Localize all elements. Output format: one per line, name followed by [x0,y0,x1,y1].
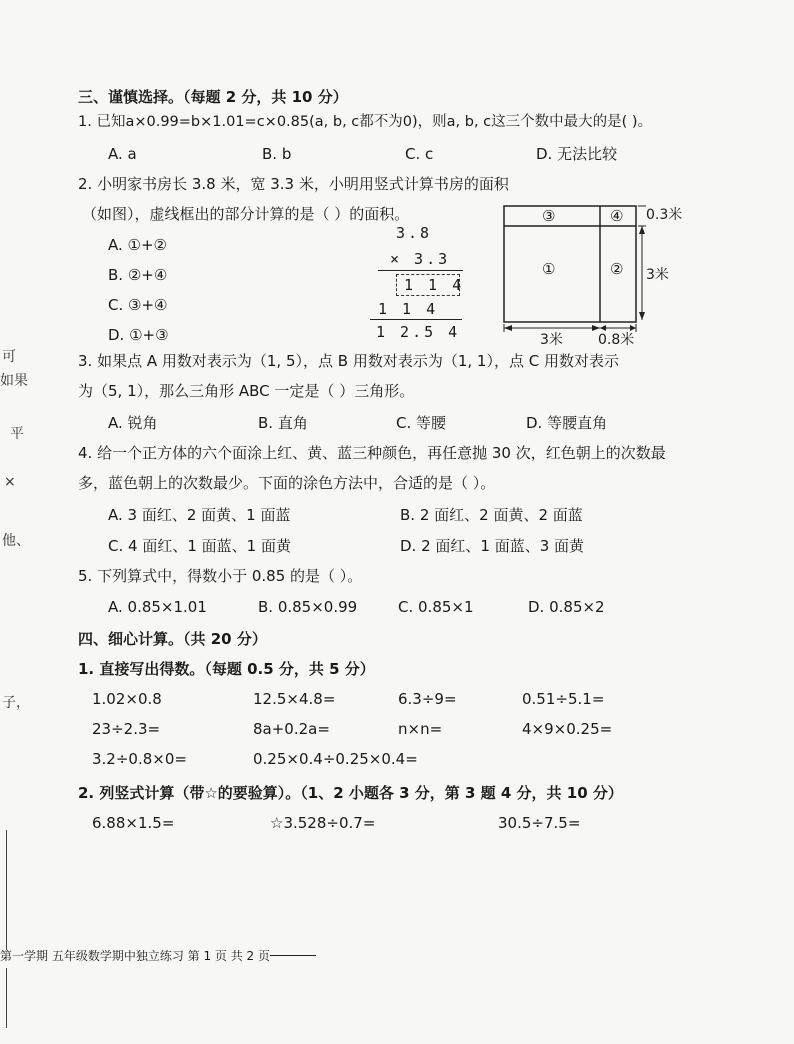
q4-option-d: D. 2 面红、1 面蓝、3 面黄 [400,537,585,555]
question-4-stem-line1: 4. 给一个正方体的六个面涂上红、黄、蓝三种颜色，再任意抛 30 次，红色朝上的次数最 [78,444,666,462]
section-title: 四、细心计算。（共 20 分） [78,630,267,648]
q3-option-b: B. 直角 [258,414,308,432]
margin-fragment: 平 [10,426,24,442]
binding-margin-line [6,830,7,950]
q2-option-b: B. ②+④ [108,266,168,284]
calc-product: 1 2.5 4 [376,323,461,341]
calc-item: n×n= [398,720,443,738]
region-3-label: ③ [542,207,556,225]
q3-option-d: D. 等腰直角 [526,414,608,432]
question-2-stem-line2: （如图），虚线框出的部分计算的是（ ）的面积。 [82,205,410,223]
q2-option-c: C. ③+④ [108,296,168,314]
q3-option-a: A. 锐角 [108,414,158,432]
vertical-calc-item: ☆3.528÷0.7= [270,814,376,832]
q2-option-d: D. ①+③ [108,326,169,344]
region-1-label: ① [542,260,556,278]
question-3-stem-line2: 为（5, 1），那么三角形 ABC 一定是（ ）三角形。 [78,382,415,400]
margin-fragment: 如果 [0,373,28,389]
q1-option-c: C. c [405,145,434,163]
room-diagram-lines [500,204,710,344]
q1-option-a: A. a [108,145,137,163]
question-4-stem-line2: 多，蓝色朝上的次数最少。下面的涂色方法中，合适的是（ ）。 [78,474,496,492]
dimension-label: 3米 [646,267,669,283]
region-2-label: ② [610,260,624,278]
question-2-stem-line1: 2. 小明家书房长 3.8 米，宽 3.3 米，小明用竖式计算书房的面积 [78,175,509,193]
q3-option-c: C. 等腰 [396,414,447,432]
q4-option-b: B. 2 面红、2 面黄、2 面蓝 [400,506,583,524]
q5-option-a: A. 0.85×1.01 [108,598,207,616]
calc-rule [370,319,462,320]
section-title: 三、谨慎选择。（每题 2 分，共 10 分） [78,88,348,106]
subsection-title: 2. 列竖式计算（带☆的要验算）。（1、2 小题各 3 分，第 3 题 4 分，共 10 分） [78,784,623,802]
calc-item: 1.02×0.8 [92,690,162,708]
q4-option-c: C. 4 面红、1 面蓝、1 面黄 [108,537,291,555]
vertical-calc-item: 30.5÷7.5= [498,814,581,832]
question-1-stem: 1. 已知a×0.99=b×1.01=c×0.85(a, b, c都不为0)，则a, b, c这三个数中最大的是( )。 [78,114,653,130]
q2-option-a: A. ①+② [108,236,167,254]
calc-item: 12.5×4.8= [253,690,336,708]
calc-item: 6.3÷9= [398,690,457,708]
question-3-stem-line1: 3. 如果点 A 用数对表示为（1, 5），点 B 用数对表示为（1, 1），点 C 用数对表示 [78,352,619,370]
calc-partial-1: 1 1 4 [404,276,465,294]
dimension-label: 0.8米 [598,332,635,348]
footer-rule [270,955,316,956]
q1-option-b: B. b [262,145,292,163]
margin-fragment: 可 [2,349,16,365]
vertical-calc-item: 6.88×1.5= [92,814,175,832]
dimension-label: 3米 [540,332,563,348]
q1-option-d: D. 无法比较 [536,145,618,163]
q5-option-d: D. 0.85×2 [528,598,605,616]
room-diagram [500,204,710,348]
q4-option-a: A. 3 面红、2 面黄、1 面蓝 [108,506,291,524]
binding-margin-line [6,968,7,1028]
q5-option-b: B. 0.85×0.99 [258,598,358,616]
calc-item: 0.25×0.4÷0.25×0.4= [253,750,418,768]
vertical-multiplication [368,222,468,342]
question-5-stem: 5. 下列算式中，得数小于 0.85 的是（ ）。 [78,567,363,585]
calc-item: 8a+0.2a= [253,720,330,738]
subsection-title: 1. 直接写出得数。（每题 0.5 分，共 5 分） [78,660,375,678]
page-footer: 第一学期 五年级数学期中独立练习 第 1 页 共 2 页 [0,949,270,963]
calc-multiplier: × 3.3 [390,250,451,268]
calc-item: 4×9×0.25= [522,720,613,738]
calc-item: 3.2÷0.8×0= [92,750,187,768]
dimension-label: 0.3米 [646,207,683,223]
q5-option-c: C. 0.85×1 [398,598,474,616]
calc-item: 0.51÷5.1= [522,690,605,708]
margin-fragment: × [4,474,16,490]
calc-item: 23÷2.3= [92,720,161,738]
margin-fragment: 子， [2,695,30,711]
calc-multiplicand: 3.8 [396,224,433,242]
calc-partial-2: 1 1 4 [378,300,439,318]
region-4-label: ④ [610,207,624,225]
calc-rule [378,270,463,271]
margin-fragment: 他、 [2,533,30,549]
